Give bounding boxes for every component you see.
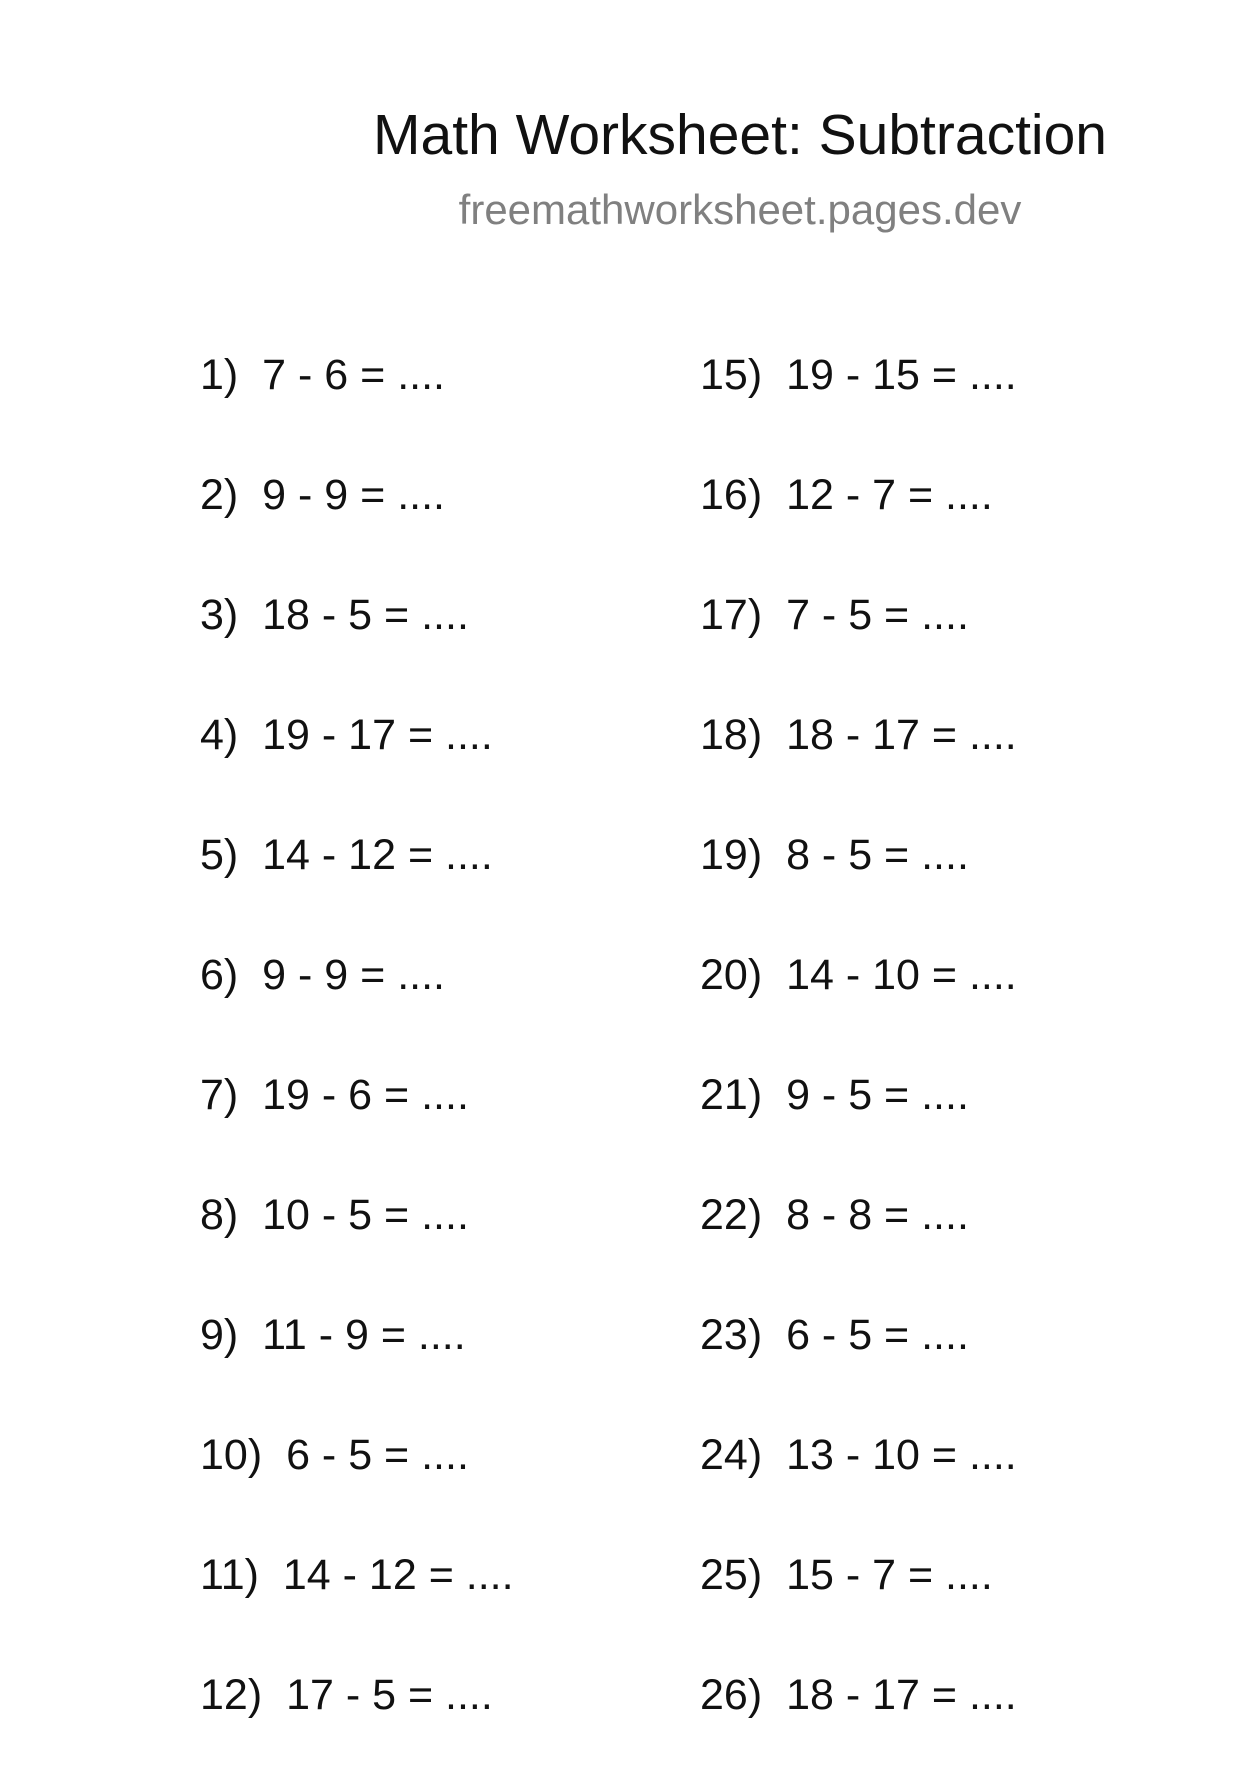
problem-number: 25) — [700, 1551, 763, 1599]
problem-number: 15) — [700, 351, 763, 399]
problem-expression: 14 - 12 = .... — [282, 1551, 514, 1599]
worksheet-title: Math Worksheet: Subtraction — [373, 103, 1107, 167]
problem-expression: 15 - 7 = .... — [786, 1551, 993, 1599]
problem-number: 10) — [200, 1431, 263, 1479]
problem-number: 4) — [200, 711, 239, 759]
problem-expression: 14 - 10 = .... — [786, 951, 1017, 999]
problem-expression: 8 - 8 = .... — [786, 1191, 969, 1239]
problem-expression: 18 - 5 = .... — [262, 591, 469, 639]
problem-expression: 9 - 9 = .... — [262, 951, 445, 999]
problem-number: 17) — [700, 591, 763, 639]
problem-number: 3) — [200, 591, 239, 639]
problem-11 — [200, 1550, 514, 1670]
problem-expression: 12 - 7 = .... — [786, 471, 993, 519]
problem-number: 16) — [700, 471, 763, 519]
problem-expression: 18 - 17 = .... — [786, 1671, 1017, 1719]
problems-column-right — [700, 350, 1017, 1790]
problem-number: 18) — [700, 711, 763, 759]
problem-expression: 9 - 5 = .... — [786, 1071, 969, 1119]
problem-16 — [700, 470, 1017, 590]
problem-expression: 10 - 5 = .... — [262, 1191, 469, 1239]
problem-number: 11) — [200, 1551, 259, 1599]
problem-24 — [700, 1430, 1017, 1550]
problem-expression: 8 - 5 = .... — [786, 831, 969, 879]
problem-number: 8) — [200, 1191, 239, 1239]
problem-number: 5) — [200, 831, 239, 879]
problem-15 — [700, 350, 1017, 470]
problem-number: 24) — [700, 1431, 763, 1479]
problem-number: 7) — [200, 1071, 239, 1119]
problem-8 — [200, 1190, 514, 1310]
problem-1 — [200, 350, 514, 470]
problem-number: 23) — [700, 1311, 763, 1359]
problem-22 — [700, 1190, 1017, 1310]
problem-expression: 17 - 5 = .... — [286, 1671, 493, 1719]
problem-23 — [700, 1310, 1017, 1430]
problem-number: 22) — [700, 1191, 763, 1239]
problem-20 — [700, 950, 1017, 1070]
problem-9 — [200, 1310, 514, 1430]
problem-expression: 9 - 9 = .... — [262, 471, 445, 519]
problem-number: 21) — [700, 1071, 763, 1119]
problem-5 — [200, 830, 514, 950]
problem-number: 6) — [200, 951, 239, 999]
problem-expression: 11 - 9 = .... — [262, 1311, 466, 1359]
problem-expression: 19 - 6 = .... — [262, 1071, 469, 1119]
problems-column-left — [200, 350, 514, 1790]
problem-expression: 6 - 5 = .... — [286, 1431, 469, 1479]
problem-26 — [700, 1670, 1017, 1790]
problem-expression: 7 - 5 = .... — [786, 591, 969, 639]
problem-expression: 6 - 5 = .... — [786, 1311, 969, 1359]
problem-21 — [700, 1070, 1017, 1190]
problem-2 — [200, 470, 514, 590]
problem-4 — [200, 710, 514, 830]
problem-25 — [700, 1550, 1017, 1670]
problem-number: 19) — [700, 831, 763, 879]
problem-number: 26) — [700, 1671, 763, 1719]
problem-18 — [700, 710, 1017, 830]
problem-expression: 19 - 17 = .... — [262, 711, 493, 759]
problem-number: 12) — [200, 1671, 263, 1719]
problem-number: 1) — [200, 351, 239, 399]
problem-expression: 13 - 10 = .... — [786, 1431, 1017, 1479]
problem-12 — [200, 1670, 514, 1790]
problem-expression: 19 - 15 = .... — [786, 351, 1017, 399]
problem-19 — [700, 830, 1017, 950]
problem-number: 2) — [200, 471, 239, 519]
problem-10 — [200, 1430, 514, 1550]
problem-number: 9) — [200, 1311, 239, 1359]
problem-6 — [200, 950, 514, 1070]
problem-expression: 18 - 17 = .... — [786, 711, 1017, 759]
problem-number: 20) — [700, 951, 763, 999]
problem-7 — [200, 1070, 514, 1190]
problem-expression: 7 - 6 = .... — [262, 351, 445, 399]
problem-expression: 14 - 12 = .... — [262, 831, 493, 879]
problem-17 — [700, 590, 1017, 710]
worksheet-source-url: freemathworksheet.pages.dev — [458, 186, 1022, 233]
problem-3 — [200, 590, 514, 710]
